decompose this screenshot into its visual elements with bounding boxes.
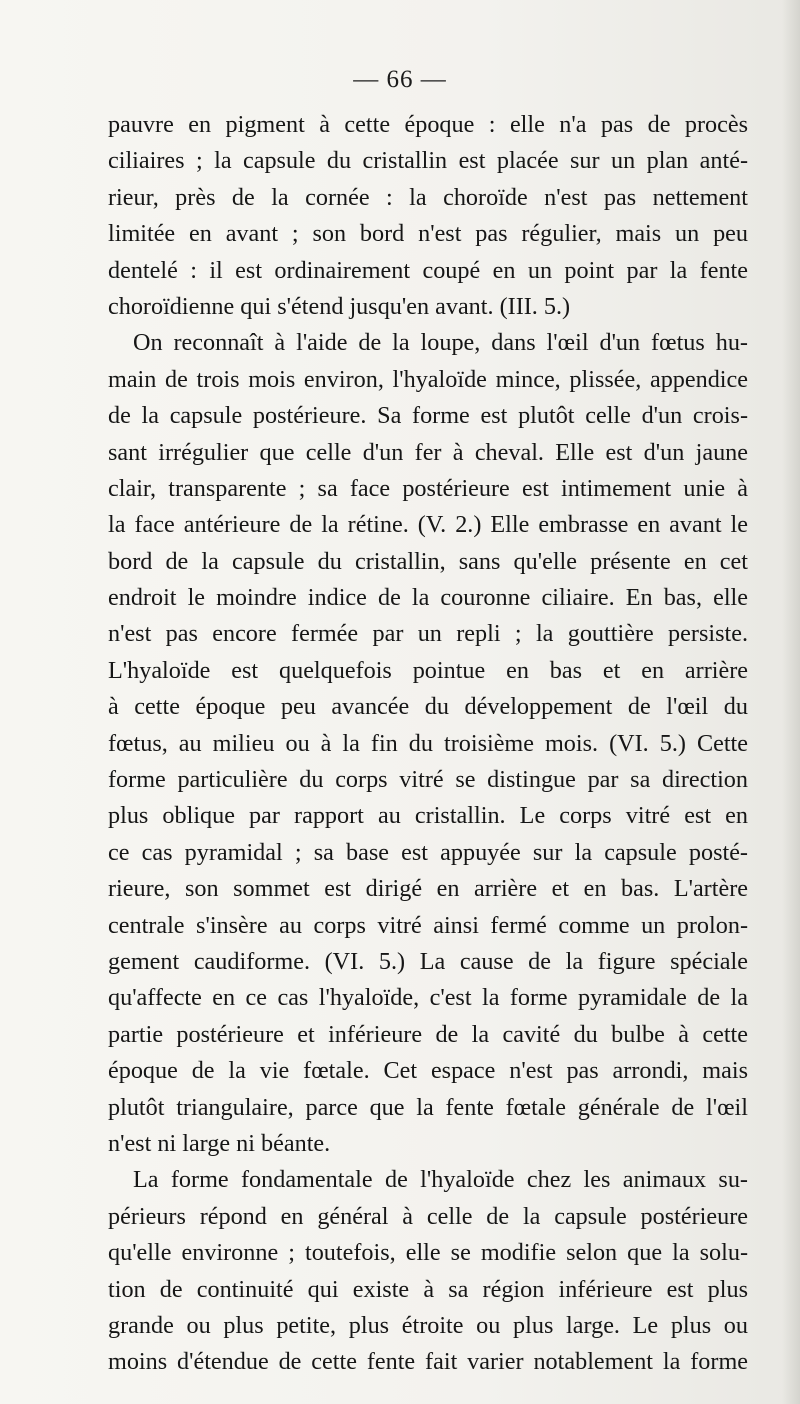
text-line: La forme fondamentale de l'hyaloïde chez les animaux su- [133,1166,748,1194]
text-line: plus oblique par rapport au cristallin. Le corps vitré est en [108,802,748,830]
text-line: plutôt triangulaire, parce que la fente fœtale générale de l'œil [108,1093,748,1121]
text-line: tion de continuité qui existe à sa région inférieure est plus [108,1275,748,1303]
text-line: à cette époque peu avancée du développement de l'œil du [108,693,748,721]
text-line: pauvre en pigment à cette époque : elle n'a pas de procès [108,111,748,138]
text-line: bord de la capsule du cristallin, sans qu'elle présente en cet [108,547,748,575]
text-line: époque de la vie fœtale. Cet espace n'est pas arrondi, mais [108,1057,748,1085]
text-line: grande ou plus petite, plus étroite ou plus large. Le plus ou [108,1311,748,1339]
text-line: choroïdienne qui s'étend jusqu'en avant. (III. 5.) [108,292,571,320]
text-line: rieur, près de la cornée : la choroïde n'est pas nettement [108,183,748,211]
text-line: partie postérieure et inférieure de la cavité du bulbe à cette [108,1020,748,1048]
text-line: qu'elle environne ; toutefois, elle se modifie selon que la solu- [108,1239,748,1267]
text-line: forme particulière du corps vitré se distingue par sa direction [108,766,748,794]
text-line: clair, transparente ; sa face postérieure est intimement unie à [108,474,748,502]
text-line: On reconnaît à l'aide de la loupe, dans l'œil d'un fœtus hu- [133,329,748,357]
text-line: ce cas pyramidal ; sa base est appuyée sur la capsule posté- [108,838,748,866]
text-line: centrale s'insère au corps vitré ainsi fermé comme un prolon- [108,911,748,939]
page-edge-shadow [782,0,800,1404]
text-line: endroit le moindre indice de la couronne ciliaire. En bas, elle [108,584,748,612]
text-line: sant irrégulier que celle d'un fer à cheval. Elle est d'un jaune [108,438,748,466]
text-line: rieure, son sommet est dirigé en arrière et en bas. L'artère [108,875,748,903]
text-line: n'est ni large ni béante. [108,1129,331,1157]
text-line: gement caudiforme. (VI. 5.) La cause de la figure spéciale [108,947,748,975]
text-line: dentelé : il est ordinairement coupé en un point par la fente [108,256,748,284]
text-line: la face antérieure de la rétine. (V. 2.) Elle embrasse en avant le [108,511,748,539]
text-line: main de trois mois environ, l'hyaloïde mince, plissée, appendice [108,365,748,393]
text-line: limitée en avant ; son bord n'est pas régulier, mais un peu [108,220,748,248]
text-line: de la capsule postérieure. Sa forme est plutôt celle d'un crois- [108,402,748,430]
text-line: fœtus, au milieu ou à la fin du troisième mois. (VI. 5.) Cette [108,729,748,757]
text-line: L'hyaloïde est quelquefois pointue en bas et en arrière [108,656,748,684]
text-line: n'est pas encore fermée par un repli ; la gouttière persiste. [108,620,748,648]
text-line: périeurs répond en général à celle de la capsule postérieure [108,1202,748,1230]
text-line: qu'affecte en ce cas l'hyaloïde, c'est la forme pyramidale de la [108,984,748,1012]
page-number: — 66 — [353,66,447,93]
body-text [108,107,748,1381]
text-line: moins d'étendue de cette fente fait varier notablement la forme [108,1348,748,1376]
text-line: ciliaires ; la capsule du cristallin est placée sur un plan anté- [108,147,748,175]
